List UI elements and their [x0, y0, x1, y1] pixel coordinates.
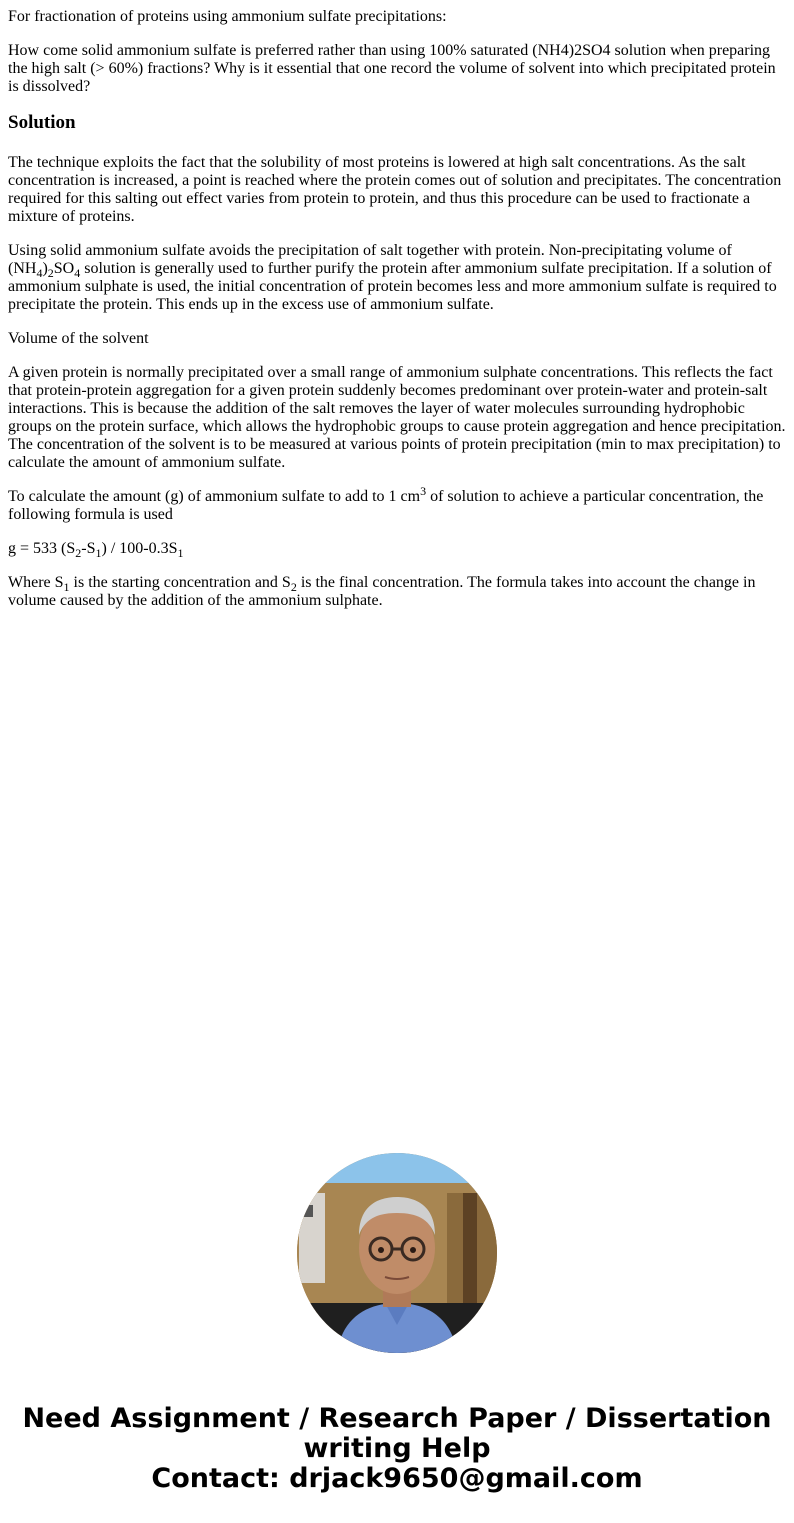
footer-banner: [0, 1404, 794, 1494]
article-content: [8, 8, 788, 626]
solution-paragraph-3: A given protein is normally precipitated over a small range of ammonium sulphate concentrations. This reflects the fact that protein-protein aggregation for a given protein suddenly becomes predominant over protein-water and protein-salt interactions. This is because the addition of the salt removes the layer of water molecules surrounding hydrophobic groups on the protein surface, which allows the hydrophobic groups to cause protein aggregation and hence precipitation. The concentration of the solvent is to be measured at various points of protein precipitation (min to max precipitation) to calculate the amount of ammonium sulfate.: [8, 364, 786, 471]
solution-paragraph-4: To calculate the amount (g) of ammonium sulfate to add to 1 $cm^3$ of solution to achieve a particular concentration, the following formula is used: [8, 484, 764, 523]
solution-paragraph-1: The technique exploits the fact that the solubility of most proteins is lowered at high salt concentrations. As the salt concentration is increased, a point is reached where the protein comes out of solution and precipitates. The concentration required for this salting out effect varies from protein to protein, and thus this procedure can be used to fractionate a mixture of proteins.: [8, 154, 782, 225]
footer-line-1: Need Assignment / Research Paper / Dissertation: [22, 1403, 772, 1434]
question-text: How come solid ammonium sulfate is preferred rather than using 100% saturated (NH4)2SO4 solution when preparing the high salt (> 60%) fractions? Why is it essential that one record the volume of solvent into which precipitated protein is dissolved?: [8, 42, 776, 95]
solution-paragraph-2: Using solid ammonium sulfate avoids the precipitation of salt together with protein. Non-precipitating volume of $(NH_4)_2SO_4$ solution is generally used to further purify the protein after ammonium sulfate precipitation. If a solution of ammonium sulphate is used, the initial concentration of protein becomes less and more ammonium sulfate is required to precipitate the protein. This ends up in the excess use of ammonium sulfate.: [8, 242, 777, 313]
author-avatar: [297, 1153, 497, 1353]
footer-contact: Contact: drjack9650@gmail.com: [151, 1463, 643, 1494]
solution-heading: Solution: [8, 112, 76, 133]
formula-explanation: Where $S_1$ is the starting concentration and $S_2$ is the final concentration. The formula takes into account the change in volume caused by the addition of the ammonium sulphate.: [8, 574, 756, 609]
formula: g = 533 $(S_2-S_1) / 100-0.3S_1$: [8, 540, 184, 560]
volume-subheading: Volume of the solvent: [8, 330, 149, 347]
question-intro: For fractionation of proteins using ammonium sulfate precipitations:: [8, 8, 447, 25]
footer-line-2: writing Help: [303, 1433, 491, 1464]
